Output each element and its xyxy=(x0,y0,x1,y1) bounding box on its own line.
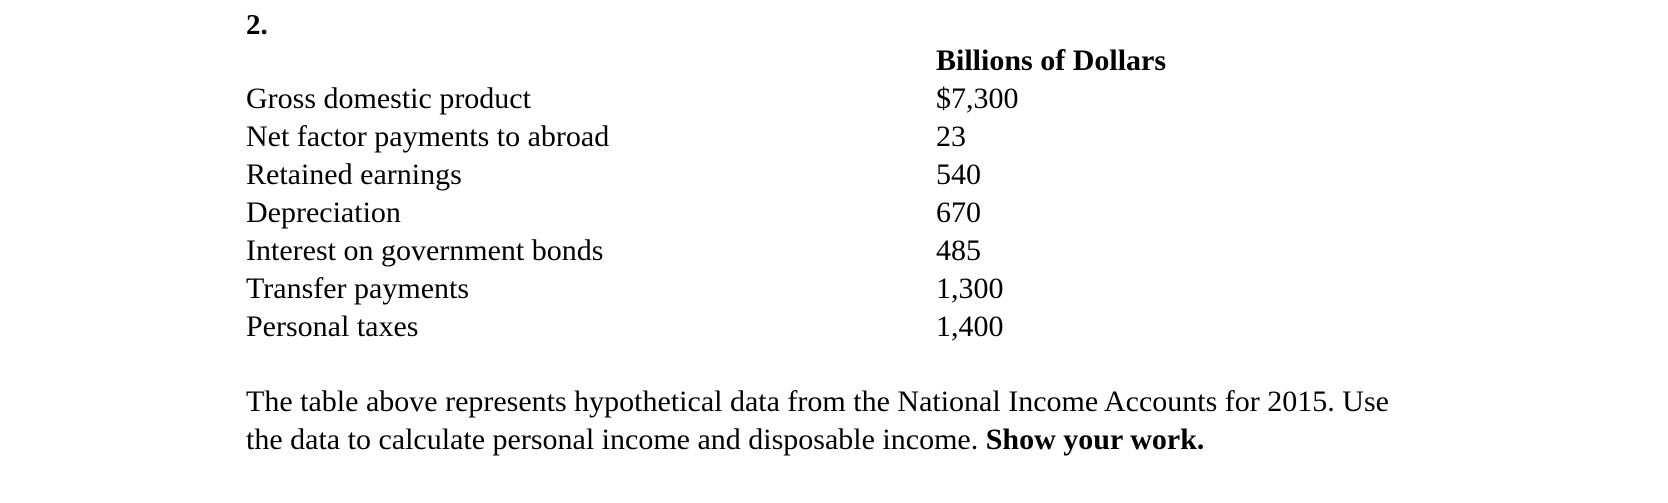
show-work-emphasis: Show your work. xyxy=(985,423,1205,456)
row-label: Gross domestic product xyxy=(246,82,531,115)
table-row xyxy=(246,308,1346,346)
table-row xyxy=(246,156,1346,194)
table-row xyxy=(246,232,1346,270)
row-label: Interest on government bonds xyxy=(246,234,604,267)
instructions-paragraph xyxy=(246,383,1416,459)
row-value: 670 xyxy=(936,196,981,229)
table-row xyxy=(246,80,1346,118)
row-value: 1,300 xyxy=(936,272,1004,305)
row-label: Transfer payments xyxy=(246,272,470,305)
row-value: 485 xyxy=(936,234,981,267)
row-value: 540 xyxy=(936,158,981,191)
row-label: Retained earnings xyxy=(246,158,462,191)
row-label: Depreciation xyxy=(246,196,401,229)
table-rows xyxy=(246,80,1346,346)
question-number: 2. xyxy=(246,9,268,41)
instructions-text: The table above represents hypothetical data from the National Income Accounts for 2015. Use the data to calculate personal income and disposable income. xyxy=(246,385,1389,456)
table-row xyxy=(246,118,1346,156)
row-value: 1,400 xyxy=(936,310,1004,343)
row-value: $7,300 xyxy=(936,82,1019,115)
column-header: Billions of Dollars xyxy=(936,44,1167,77)
table-row xyxy=(246,270,1346,308)
row-label: Net factor payments to abroad xyxy=(246,120,610,153)
table-row xyxy=(246,194,1346,232)
row-value: 23 xyxy=(936,120,966,153)
row-label: Personal taxes xyxy=(246,310,419,343)
